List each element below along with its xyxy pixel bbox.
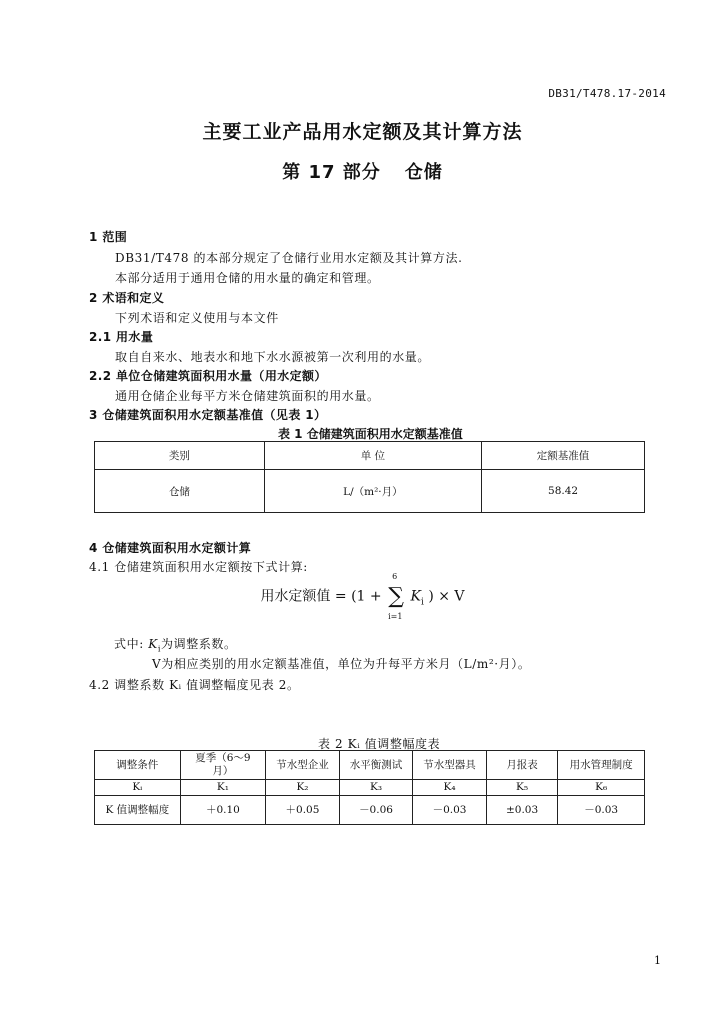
table-2-cell: K₂ (266, 780, 340, 796)
water-quota-formula (0, 572, 725, 621)
section-1-para-1: DB31/T478 的本部分规定了仓储行业用水定额及其计算方法. (115, 251, 463, 265)
formula-term: K (410, 588, 421, 605)
table-2-cell: K₃ (339, 780, 413, 796)
section-2-1-heading: 2.1 用水量 (89, 330, 154, 344)
page-number: 1 (654, 954, 661, 967)
table-2-cell: －0.03 (558, 796, 645, 825)
table-1-header-cell: 定额基准值 (482, 442, 645, 470)
table-2-header-cell: 夏季（6～9 月） (180, 751, 266, 780)
table-1-cell: 仓储 (95, 470, 265, 513)
table-2-caption: 表 2 Kᵢ 值调整幅度表 (318, 737, 441, 751)
table-2-cell: K₁ (180, 780, 266, 796)
table-2-header-cell: 节水型器具 (413, 751, 487, 780)
table-2-k-row (95, 780, 645, 796)
table-2-header-cell: 节水型企业 (266, 751, 340, 780)
table-2-cell: ±0.03 (486, 796, 558, 825)
table-1 (94, 441, 645, 513)
section-1-para-2: 本部分适用于通用仓储的用水量的确定和管理。 (115, 271, 380, 285)
section-2-2-para: 通用仓储企业每平方米仓储建筑面积的用水量。 (115, 389, 380, 403)
table-2-cell: －0.06 (339, 796, 413, 825)
section-2-heading: 2 术语和定义 (89, 291, 165, 305)
table-1-caption: 表 1 仓储建筑面积用水定额基准值 (278, 427, 463, 441)
section-2-1-para: 取自自来水、地表水和地下水水源被第一次利用的水量。 (115, 350, 431, 364)
part-name: 仓储 (404, 162, 443, 183)
formula-right: ) × V (428, 588, 465, 605)
where-symbol: K (148, 637, 158, 651)
table-2-cell: K₆ (558, 780, 645, 796)
formula-left: 用水定额值 = (1 + (260, 588, 382, 605)
table-2-cell: K₅ (486, 780, 558, 796)
table-2-cell: Kᵢ (95, 780, 181, 796)
summation-sign: ∑ 6 i=1 (388, 572, 404, 621)
section-4-heading: 4 仓储建筑面积用水定额计算 (89, 541, 252, 555)
part-title (0, 158, 725, 184)
table-1-header-row (95, 442, 645, 470)
table-2-cell: ＋0.10 (180, 796, 266, 825)
table-2-header-row (95, 751, 645, 780)
sum-lower-limit: i=1 (388, 612, 403, 621)
table-2-cell: ＋0.05 (266, 796, 340, 825)
table-2-header-cell: 调整条件 (95, 751, 181, 780)
table-1-header-cell: 单 位 (264, 442, 481, 470)
table-2-header-cell: 用水管理制度 (558, 751, 645, 780)
section-4-1-para: 4.1 仓储建筑面积用水定额按下式计算: (89, 560, 308, 574)
table-2-cell: －0.03 (413, 796, 487, 825)
table-1-row (95, 470, 645, 513)
formula-where-line-2: V为相应类别的用水定额基准值，单位为升每平方米月（L/m²·月）。 (152, 657, 531, 671)
table-2-value-row (95, 796, 645, 825)
where-symbol-subscript: i (157, 644, 162, 654)
where-prefix: 式中: (114, 637, 149, 651)
sum-upper-limit: 6 (392, 572, 398, 581)
section-3-heading: 3 仓储建筑面积用水定额基准值（见表 1） (89, 408, 327, 422)
table-1-header-cell: 类别 (95, 442, 265, 470)
table-2 (94, 750, 645, 825)
part-number: 第 17 部分 (282, 162, 381, 183)
formula-where-line-1 (114, 635, 237, 653)
table-2-cell: K 值调整幅度 (95, 796, 181, 825)
section-2-2-heading: 2.2 单位仓储建筑面积用水量（用水定额） (89, 369, 327, 383)
table-1-cell: L/（m²·月） (264, 470, 481, 513)
table-2-header-cell: 水平衡测试 (339, 751, 413, 780)
section-4-2-para: 4.2 调整系数 Kᵢ 值调整幅度见表 2。 (89, 678, 300, 692)
table-2-header-cell: 月报表 (486, 751, 558, 780)
document-title: 主要工业产品用水定额及其计算方法 (202, 121, 523, 143)
table-1-cell: 58.42 (482, 470, 645, 513)
section-1-heading: 1 范围 (89, 230, 128, 244)
document-number: DB31/T478.17-2014 (548, 87, 666, 100)
formula-term-subscript: i (421, 597, 424, 608)
section-2-para-1: 下列术语和定义使用与本文件 (115, 311, 279, 325)
where-desc: 为调整系数。 (161, 637, 237, 651)
table-2-cell: K₄ (413, 780, 487, 796)
